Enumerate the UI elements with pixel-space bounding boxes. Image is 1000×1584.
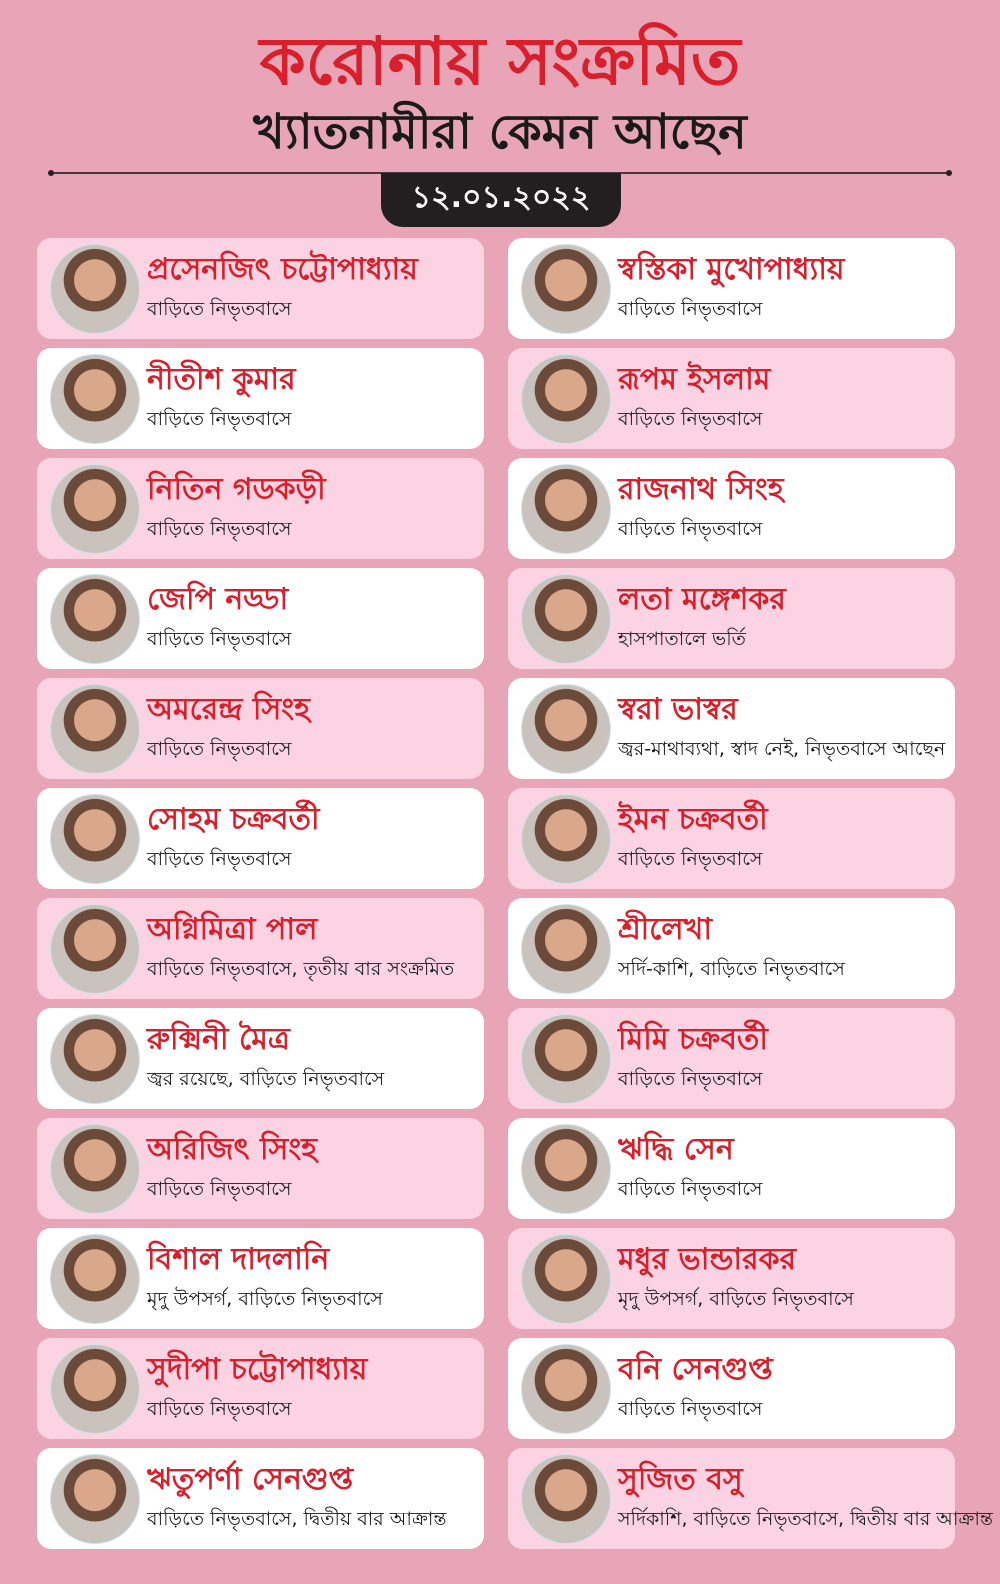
celebrity-name: শ্রীলেখা xyxy=(618,912,713,947)
headline: করোনায় সংক্রমিত xyxy=(259,23,741,100)
celebrity-name: জেপি নড্ডা xyxy=(147,582,289,617)
health-status: সর্দিকাশি, বাড়িতে নিভৃতবাসে, দ্বিতীয় বার আক্রান্ত xyxy=(618,1508,993,1530)
celebrity-card xyxy=(508,1448,993,1549)
celebrity-name: সুজিত বসু xyxy=(618,1462,743,1497)
celebrity-name: বিশাল দাদলানি xyxy=(147,1242,330,1277)
health-status: বাড়িতে নিভৃতবাসে xyxy=(147,298,292,320)
health-status: বাড়িতে নিভৃতবাসে xyxy=(147,408,292,430)
avatar-photo xyxy=(521,904,611,994)
health-status: মৃদু উপসর্গ, বাড়িতে নিভৃতবাসে xyxy=(618,1288,854,1310)
celebrity-card xyxy=(508,238,955,339)
celebrity-card xyxy=(37,348,484,449)
health-status: বাড়িতে নিভৃতবাসে xyxy=(618,848,763,870)
celebrity-name: রুক্মিনী মৈত্র xyxy=(147,1022,290,1057)
avatar-photo xyxy=(50,574,140,664)
celebrity-name: ঋতুপর্ণা সেনগুপ্ত xyxy=(147,1462,354,1497)
celebrity-name: রূপম ইসলাম xyxy=(618,362,771,397)
celebrity-card xyxy=(508,568,955,669)
celebrity-card xyxy=(37,788,484,889)
avatar-photo xyxy=(521,1344,611,1434)
celebrity-card xyxy=(508,1008,955,1109)
health-status: সর্দি-কাশি, বাড়িতে নিভৃতবাসে xyxy=(618,958,845,980)
health-status: বাড়িতে নিভৃতবাসে xyxy=(618,1398,763,1420)
celebrity-card xyxy=(508,1228,955,1329)
celebrity-name: ইমন চক্রবর্তী xyxy=(618,802,768,837)
celebrity-card xyxy=(508,348,955,449)
celebrity-card xyxy=(37,898,484,999)
health-status: বাড়িতে নিভৃতবাসে, দ্বিতীয় বার আক্রান্ত xyxy=(147,1508,447,1530)
health-status: বাড়িতে নিভৃতবাসে xyxy=(147,738,292,760)
health-status: বাড়িতে নিভৃতবাসে xyxy=(618,518,763,540)
health-status: মৃদু উপসর্গ, বাড়িতে নিভৃতবাসে xyxy=(147,1288,383,1310)
avatar-photo xyxy=(521,244,611,334)
health-status: বাড়িতে নিভৃতবাসে, তৃতীয় বার সংক্রমিত xyxy=(147,958,455,980)
health-status: বাড়িতে নিভৃতবাসে xyxy=(147,1398,292,1420)
avatar-photo xyxy=(50,1344,140,1434)
avatar-photo xyxy=(521,574,611,664)
celebrity-card xyxy=(37,1228,484,1329)
celebrity-name: মিমি চক্রবর্তী xyxy=(618,1022,768,1057)
celebrity-name: অগ্নিমিত্রা পাল xyxy=(147,912,318,947)
celebrity-name: সুদীপা চট্টোপাধ্যায় xyxy=(147,1352,368,1387)
health-status: বাড়িতে নিভৃতবাসে xyxy=(618,408,763,430)
health-status: বাড়িতে নিভৃতবাসে xyxy=(618,1068,763,1090)
avatar-photo xyxy=(521,684,611,774)
health-status: হাসপাতালে ভর্তি xyxy=(618,628,746,650)
celebrity-card xyxy=(37,238,484,339)
avatar-photo xyxy=(521,464,611,554)
celebrity-card xyxy=(37,1008,484,1109)
avatar-photo xyxy=(521,1124,611,1214)
celebrity-card xyxy=(37,568,484,669)
celebrity-name: মধুর ভান্ডারকর xyxy=(618,1242,797,1277)
celebrity-name: অমরেন্দ্র সিংহ xyxy=(147,692,310,727)
avatar-photo xyxy=(50,1014,140,1104)
health-status: বাড়িতে নিভৃতবাসে xyxy=(618,1178,763,1200)
sub-headline: খ্যাতনামীরা কেমন আছেন xyxy=(253,104,747,160)
avatar-photo xyxy=(50,354,140,444)
celebrity-card xyxy=(508,458,955,559)
celebrity-card xyxy=(37,1118,484,1219)
health-status: বাড়িতে নিভৃতবাসে xyxy=(147,1178,292,1200)
avatar-photo xyxy=(50,244,140,334)
avatar-photo xyxy=(50,1234,140,1324)
avatar-photo xyxy=(50,1454,140,1544)
celebrity-card xyxy=(37,1448,484,1549)
avatar-photo xyxy=(521,794,611,884)
health-status: বাড়িতে নিভৃতবাসে xyxy=(147,848,292,870)
celebrity-card xyxy=(508,1338,955,1439)
avatar-photo xyxy=(50,1124,140,1214)
celebrity-name: রাজনাথ সিংহ xyxy=(618,472,784,507)
avatar-photo xyxy=(521,1014,611,1104)
avatar-photo xyxy=(50,794,140,884)
celebrity-name: নীতীশ কুমার xyxy=(147,362,296,397)
avatar-photo xyxy=(521,354,611,444)
celebrity-card xyxy=(508,1118,955,1219)
celebrity-name: স্বরা ভাস্বর xyxy=(618,692,738,727)
avatar-photo xyxy=(50,904,140,994)
health-status: বাড়িতে নিভৃতবাসে xyxy=(618,298,763,320)
avatar-photo xyxy=(50,684,140,774)
health-status: বাড়িতে নিভৃতবাসে xyxy=(147,628,292,650)
celebrity-name: প্রসেনজিৎ চট্টোপাধ্যায় xyxy=(147,252,418,287)
celebrity-name: ঋদ্ধি সেন xyxy=(618,1132,734,1167)
celebrity-card xyxy=(37,458,484,559)
health-status: জ্বর রয়েছে, বাড়িতে নিভৃতবাসে xyxy=(147,1068,385,1090)
celebrity-name: লতা মঙ্গেশকর xyxy=(618,582,786,617)
celebrity-card xyxy=(37,678,484,779)
avatar-photo xyxy=(50,464,140,554)
celebrity-card xyxy=(508,678,955,779)
celebrity-card xyxy=(37,1338,484,1439)
avatar-photo xyxy=(521,1454,611,1544)
health-status: জ্বর-মাথাব্যথা, স্বাদ নেই, নিভৃতবাসে আছেন xyxy=(618,738,946,760)
celebrity-name: অরিজিৎ সিংহ xyxy=(147,1132,318,1167)
celebrity-name: নিতিন গডকড়ী xyxy=(147,472,326,507)
celebrity-card xyxy=(508,788,955,889)
celebrity-name: বনি সেনগুপ্ত xyxy=(618,1352,773,1387)
health-status: বাড়িতে নিভৃতবাসে xyxy=(147,518,292,540)
celebrity-name: স্বস্তিকা মুখোপাধ্যায় xyxy=(618,252,845,287)
avatar-photo xyxy=(521,1234,611,1324)
celebrity-card xyxy=(508,898,955,999)
date-badge: ১২.০১.২০২২ xyxy=(381,173,621,227)
celebrity-name: সোহম চক্রবর্তী xyxy=(147,802,320,837)
